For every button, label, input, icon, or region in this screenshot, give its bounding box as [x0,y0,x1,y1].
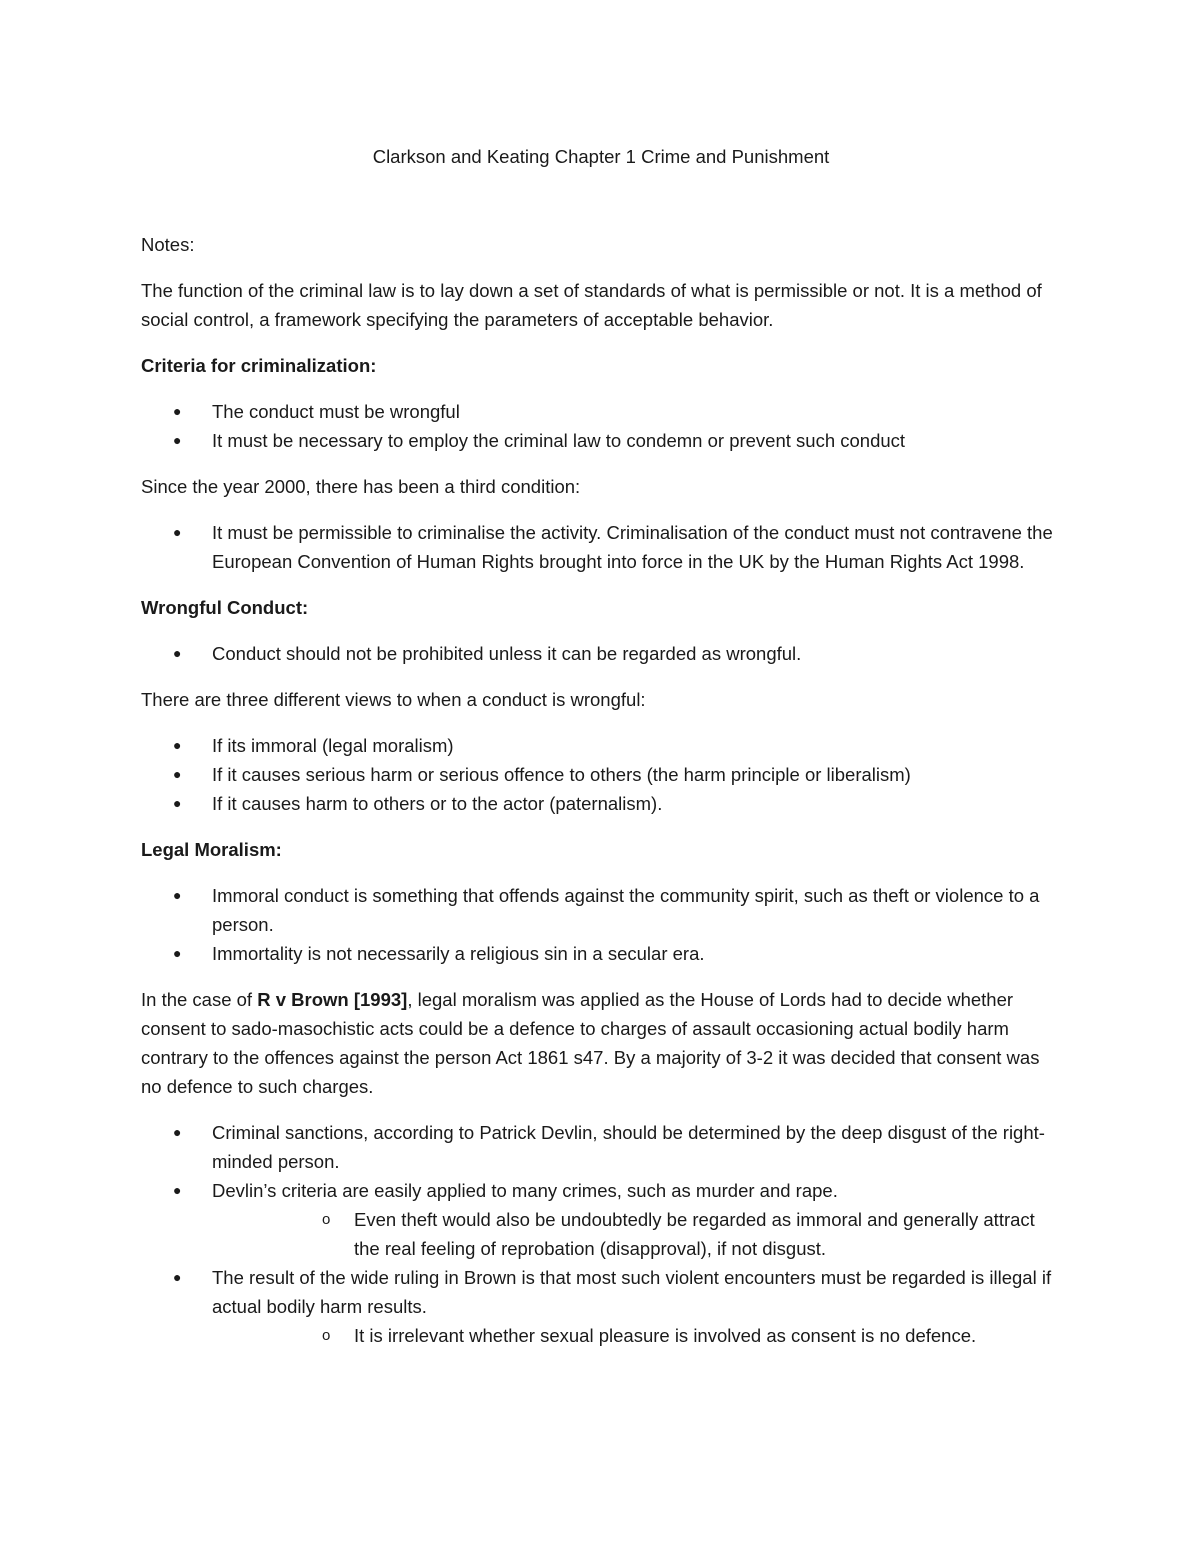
list-item: ● If it causes serious harm or serious offence to others (the harm principle or liberalism) [141,760,1061,789]
bullet-icon: ● [173,403,182,419]
list-item: ● Devlin’s criteria are easily applied to many crimes, such as murder and rape. o Even theft would also be undoubtedly be regarded as immoral and generally attract the real feeling of reprobation (disapproval), if not disgust. [141,1176,1061,1263]
list-item: ● Immortality is not necessarily a religious sin in a secular era. [141,939,1061,968]
list-item: ● It must be necessary to employ the criminal law to condemn or prevent such conduct [141,426,1061,455]
list-item: ● Conduct should not be prohibited unless it can be regarded as wrongful. [141,639,1061,668]
wrongful-list [141,639,1061,668]
bullet-icon: ● [173,766,182,782]
intro-paragraph: The function of the criminal law is to lay down a set of standards of what is permissible or not. It is a method of social control, a framework specifying the parameters of acceptable behavior. [141,280,1042,330]
circle-bullet-icon: o [322,1327,331,1344]
case-name: R v Brown [1993] [257,989,408,1010]
list-item: ● If its immoral (legal moralism) [141,731,1061,760]
since-2000-paragraph: Since the year 2000, there has been a third condition: [141,476,581,497]
bullet-icon: ● [173,1269,182,1285]
bullet-icon: ● [173,1124,182,1140]
sub-list-item: o Even theft would also be undoubtedly be regarded as immoral and generally attract the real feeling of reprobation (disapproval), if not disgust. [212,1205,1061,1263]
criteria-list [141,397,1061,455]
sub-list-item: o It is irrelevant whether sexual pleasure is involved as consent is no defence. [212,1321,1061,1350]
moralism-list [141,881,1061,968]
circle-bullet-icon: o [322,1211,331,1228]
wrongful-heading: Wrongful Conduct: [141,597,309,618]
bullet-icon: ● [173,645,182,661]
bullet-icon: ● [173,945,182,961]
sub-list [212,1321,1061,1350]
criteria-heading: Criteria for criminalization: [141,355,377,376]
bullet-icon: ● [173,795,182,811]
bullet-icon: ● [173,524,182,540]
list-item: ● Immoral conduct is something that offends against the community spirit, such as theft or violence to a person. [141,881,1061,939]
case-paragraph: In the case of R v Brown [1993], legal moralism was applied as the House of Lords had to decide whether consent to sado-masochistic acts could be a defence to charges of assault occasioning actual bodily harm contrary to the offences against the person Act 1861 s47. By a majority of 3-2 it was decided that consent was no defence to such charges. [141,989,1040,1097]
brown-list [141,1118,1061,1350]
third-condition-list [141,518,1061,576]
bullet-icon: ● [173,432,182,448]
moralism-heading: Legal Moralism: [141,839,282,860]
list-item: ● The result of the wide ruling in Brown is that most such violent encounters must be regarded is illegal if actual bodily harm results. o It is irrelevant whether sexual pleasure is involved as consent is no defence. [141,1263,1061,1350]
list-item: ● The conduct must be wrongful [141,397,1061,426]
list-item: ● It must be permissible to criminalise the activity. Criminalisation of the conduct must not contravene the European Convention of Human Rights brought into force in the UK by the Human Rights Act 1998. [141,518,1061,576]
document-body [141,142,1061,1367]
list-item: ● If it causes harm to others or to the actor (paternalism). [141,789,1061,818]
bullet-icon: ● [173,887,182,903]
sub-list [212,1205,1061,1263]
bullet-icon: ● [173,1182,182,1198]
notes-label: Notes: [141,234,195,255]
three-views-paragraph: There are three different views to when a conduct is wrongful: [141,689,646,710]
bullet-icon: ● [173,737,182,753]
document-title: Clarkson and Keating Chapter 1 Crime and Punishment [372,146,830,167]
views-list [141,731,1061,818]
list-item: ● Criminal sanctions, according to Patrick Devlin, should be determined by the deep disgust of the right-minded person. [141,1118,1061,1176]
